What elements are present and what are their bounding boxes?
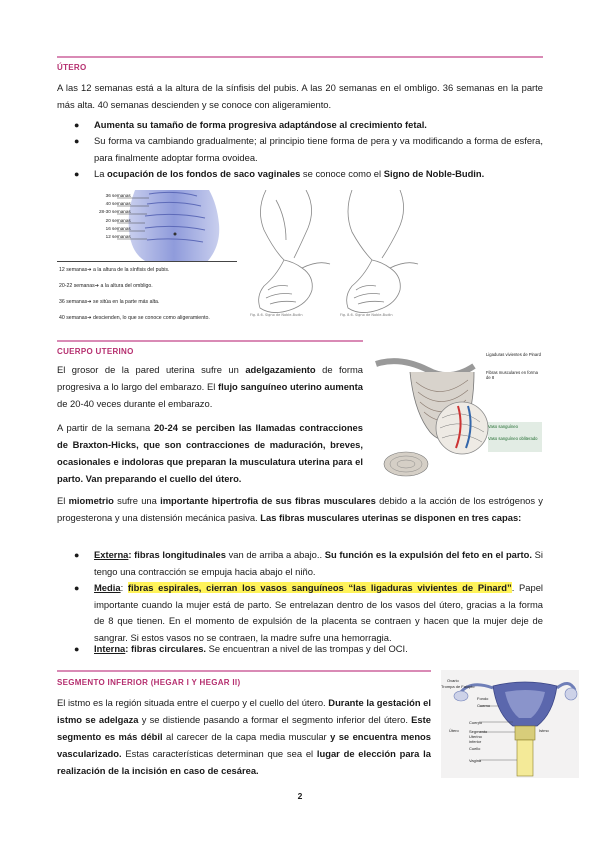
utero-bullet-3-c: se conoce como el	[300, 168, 384, 179]
capa-interna-text: Se encuentran a nivel de las trompas y del OCI.	[206, 643, 408, 654]
fundal-label: 28-30 semanas	[99, 209, 131, 215]
cuerpo-p3-a: El	[57, 495, 69, 506]
capa-media-text: . Papel importante cuando la mujer está de parto. Se entrelazan dentro de los vasos del útero, gracias a la forma de 8 que tienen. En el momento de expulsión de la placenta se contraen y hacen que la mujer deje de sangrar. Si estos vasos no se contraen, la madre sufre una hemorragia.	[94, 582, 544, 643]
cuerpo-p3-e: debido a la acción de los estrógenos y progesterona y una distensión mecánica pasiva.	[57, 495, 543, 523]
cuerpo-p1-b: adelgazamiento	[245, 364, 316, 375]
segmento-divider	[57, 670, 431, 672]
pinard-figure	[370, 352, 544, 484]
section-title-cuerpo: CUERPO UTERINO	[57, 347, 134, 356]
cuerpo-divider	[57, 340, 363, 342]
capa-externa-label: Externa	[94, 549, 129, 560]
hand-exam-sketch	[246, 190, 336, 318]
noble-budin-figure-1	[246, 190, 336, 318]
capa-interna	[74, 641, 543, 658]
bullet-dot: ●	[74, 583, 80, 593]
section-title-utero: ÚTERO	[57, 63, 87, 72]
utero-bullet-2-text: Su forma va cambiando gradualmente; al principio tiene forma de pera y va modificando a forma de esfera, para finalmente adoptar forma ovoidea.	[94, 135, 543, 163]
bullet-dot: ●	[74, 550, 80, 560]
capa-media-sep: :	[120, 582, 128, 593]
uterus-label-istmo: Istmo	[539, 728, 549, 733]
fundal-label: 20 semanas	[105, 217, 131, 223]
bullet-dot: ●	[74, 169, 80, 179]
fundal-caption: 36 semanas➔ se sitúa en la parte más alta.	[59, 299, 160, 305]
uterus-label-utero: Útero	[449, 728, 459, 733]
segmento-p-a: El istmo es la región situada entre el cuerpo y el cuello del útero.	[57, 697, 329, 708]
capa-externa	[74, 547, 543, 580]
segmento-p-f: y se encuentra menos vascularizado.	[57, 731, 431, 759]
uterus-figure	[441, 670, 579, 778]
capa-externa-b: : fibras longitudinales	[128, 549, 226, 560]
segmento-p-e: al carecer de la capa media muscular	[162, 731, 331, 742]
utero-bullet-2	[74, 133, 543, 166]
cuerpo-p2-a: A partir de la semana	[57, 422, 154, 433]
cuerpo-p1-d: flujo sanguíneo uterino aumenta	[217, 381, 363, 392]
top-divider	[57, 56, 543, 58]
pinard-label-4: Vaso sanguíneo obliterado	[488, 436, 538, 441]
fundal-height-figure	[57, 190, 237, 262]
cuerpo-p3-b: miometrio	[68, 495, 114, 506]
capa-interna-b: : fibras circulares.	[125, 643, 207, 654]
bullet-dot: ●	[74, 644, 80, 654]
uterus-label-ovario: Ovario	[447, 678, 459, 683]
cuerpo-p3	[57, 492, 543, 526]
fundal-label: 40 semanas	[105, 201, 131, 207]
fundal-caption: 40 semanas➔ descienden, lo que se conoce como aligeramiento.	[59, 315, 210, 321]
noble-budin-figure-2	[336, 190, 426, 318]
uterus-label-cuerpo: Cuerpo	[469, 720, 483, 725]
utero-bullet-3-a: La	[94, 168, 108, 179]
segmento-p-c: y se distiende pasando a formar el segmento inferior del útero.	[138, 714, 412, 725]
utero-bullet-3	[74, 166, 543, 183]
fundal-caption: 20-22 semanas➔ a la altura del ombligo.	[59, 283, 153, 289]
uterus-label-cuerno: Cuerno	[477, 703, 491, 708]
belly-illustration	[57, 190, 237, 262]
cuerpo-p1-e: de 20-40 veces durante el embarazo.	[57, 398, 213, 409]
cuerpo-p3-f: Las fibras musculares uterinas se disponen en tres capas:	[260, 512, 522, 523]
svg-text:Fig. 8.6. Signo de Noble-Budin: Fig. 8.6. Signo de Noble-Budin	[340, 313, 393, 317]
segmento-p-g: Estas características determinan que sea el	[121, 748, 317, 759]
fundal-captions	[59, 264, 210, 324]
uterus-label-trompa: Trompa de Falopio	[441, 684, 475, 689]
utero-bullet-3-d: Signo de Noble-Budin.	[383, 168, 485, 179]
capa-interna-label: Interna	[94, 643, 126, 654]
fundal-caption: 12 semanas➔ a la altura de la sínfisis del pubis.	[59, 267, 170, 273]
uterus-label-segmento: Segmento Uterino inferior	[469, 729, 488, 744]
hand-exam-sketch	[336, 190, 426, 318]
cuerpo-p2	[57, 419, 363, 487]
section-title-segmento: SEGMENTO INFERIOR (HEGAR I Y HEGAR II)	[57, 678, 241, 687]
uterus-label-vagina: Vagina	[469, 758, 482, 763]
segmento-p-b: Durante la gestación el istmo se adelgaza	[57, 697, 431, 725]
cuerpo-p3-d: importante hipertrofia de sus fibras musculares	[160, 495, 376, 506]
fundal-label: 36 semanas	[105, 193, 131, 198]
fundal-labels	[99, 192, 131, 241]
figure-caption-divider	[57, 261, 237, 262]
utero-bullet-1-text: Aumenta su tamaño de forma progresiva adaptándose al crecimiento fetal.	[94, 119, 427, 130]
bullet-dot: ●	[74, 120, 80, 130]
utero-bullet-1	[74, 117, 543, 134]
capa-media	[74, 580, 544, 646]
capa-media-highlight: fibras espirales, cierran los vasos sanguíneos “las ligaduras vivientes de Pinard”	[127, 582, 512, 593]
segmento-p-d: Este segmento es más débil	[57, 714, 431, 742]
cuerpo-p1	[57, 361, 363, 412]
capa-externa-b2: Su función es la expulsión del feto en el parto.	[324, 549, 532, 560]
svg-text:Fig. 8.6. Signo de Noble-Budin: Fig. 8.6. Signo de Noble-Budin	[250, 313, 303, 317]
bullet-dot: ●	[74, 136, 80, 146]
capa-externa-text: van de arriba a abajo..	[225, 549, 325, 560]
utero-intro: A las 12 semanas está a la altura de la sínfisis del pubis. A las 20 semanas en el ombligo. 36 semanas en la parte más alta. 40 semanas descienden y se conoce con aligeramiento.	[57, 82, 543, 110]
cuerpo-p1-c: de forma progresiva a lo largo del embarazo. El	[57, 364, 363, 392]
segmento-p-h: lugar de elección para la realización de la incisión en caso de cesárea.	[57, 748, 431, 776]
cuerpo-p2-b: 20-24	[153, 422, 178, 433]
page-number: 2	[297, 791, 303, 801]
capa-externa-text2: Si tengo una contracción se empuja hacia abajo el niño.	[94, 549, 543, 577]
uterus-label-fondo: Fondo	[477, 696, 489, 701]
cuerpo-p2-c: se perciben las llamadas contracciones de Braxton-Hicks, que son contracciones de maduración, breves, ocasionales e indoloras que preparan la musculatura uterina para el parto. Van preparando el cuello del útero.	[57, 422, 363, 484]
uterus-label-cuello: Cuello	[469, 746, 481, 751]
utero-bullet-3-b: ocupación de los fondos de saco vaginales	[107, 168, 301, 179]
capa-media-label: Media	[94, 582, 121, 593]
fundal-label: 12 semanas	[105, 234, 131, 240]
fundal-label: 16 semanas	[105, 225, 131, 231]
pinard-label-2: Fibras musculares en forma de 8	[486, 370, 538, 380]
cuerpo-p3-c: sufre una	[113, 495, 161, 506]
segmento-paragraph	[57, 694, 431, 779]
pinard-label-1: Ligaduras vivientes de Pinard	[486, 352, 541, 357]
pinard-label-3: Vaso sanguíneo	[488, 424, 518, 429]
cuerpo-p1-a: El grosor de la pared uterina sufre un	[57, 364, 246, 375]
